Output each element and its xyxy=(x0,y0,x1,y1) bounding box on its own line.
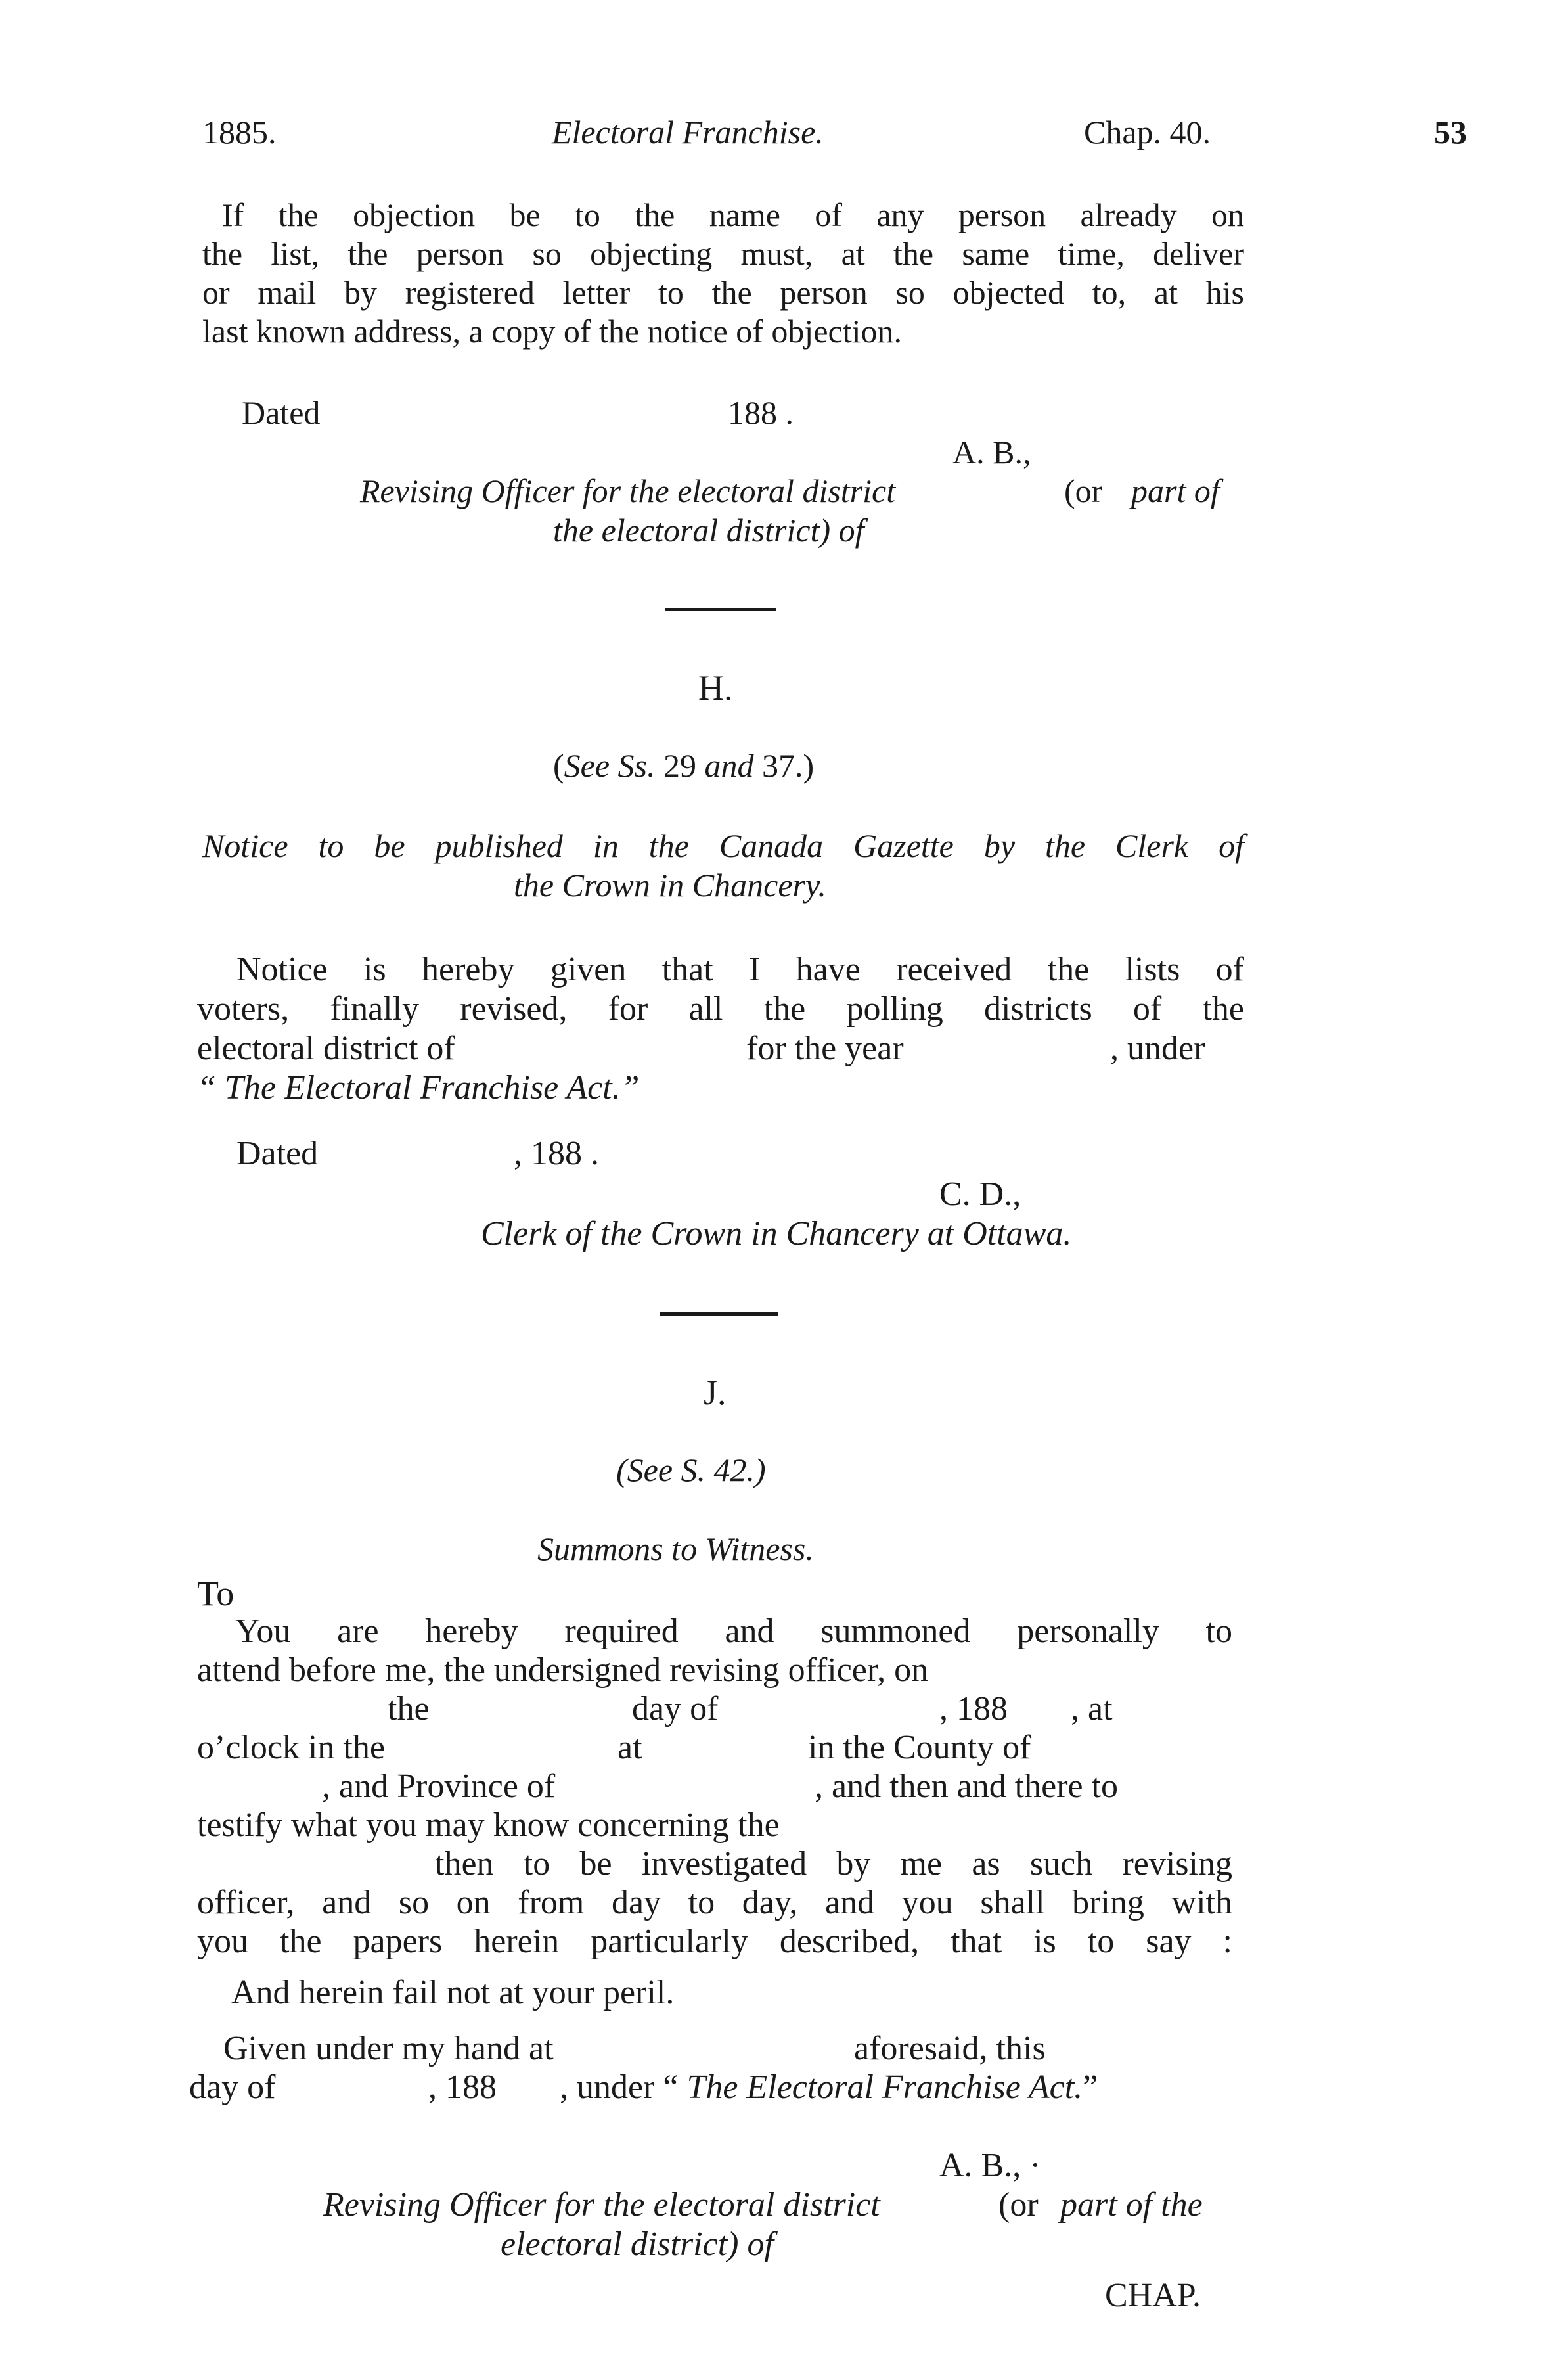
page-number: 53 xyxy=(1434,114,1467,150)
objection-paragraph-line-4: last known address, a copy of the notice of objection. xyxy=(202,313,902,350)
summons-line-12c xyxy=(560,2071,1098,2105)
summons-line-3c: , 188 xyxy=(939,1690,1008,1728)
objection-paragraph-line-3: or mail by registered letter to the person so objected to, at his xyxy=(202,274,1244,311)
dated-year: 188 . xyxy=(728,394,794,431)
header-chapter: Chap. 40. xyxy=(1084,114,1211,150)
summons-line-6: testify what you may know concerning the xyxy=(197,1806,780,1844)
signatory-initials: A. B., xyxy=(952,434,1031,470)
catchword: CHAP. xyxy=(1105,2277,1201,2314)
summons-line-5b: , and then and there to xyxy=(815,1768,1119,1805)
act-name: The Electoral Franchise Act. xyxy=(686,2069,1083,2106)
summons-line-3a: the xyxy=(388,1690,430,1728)
signatory-title-line-1: Revising Officer for the electoral district xyxy=(360,472,896,509)
act-quote-close: ” xyxy=(1083,2069,1098,2106)
signatory-title-or: (or xyxy=(1064,472,1103,509)
form-h-title-line-2: the Crown in Chancery. xyxy=(514,867,826,904)
form-j-signatory-title-b: (or xyxy=(998,2186,1039,2224)
summons-line-4c: in the County of xyxy=(808,1729,1031,1766)
form-h-signatory: C. D., xyxy=(939,1176,1021,1213)
summons-line-12a: day of xyxy=(189,2069,276,2106)
form-h-body-line-3b: for the year xyxy=(746,1030,904,1067)
summons-line-3d: , at xyxy=(1071,1690,1113,1728)
form-j-letter: J. xyxy=(704,1373,727,1412)
form-j-signatory: A. B., · xyxy=(939,2147,1041,2184)
form-h-act-name: “ The Electoral Franchise Act.” xyxy=(197,1069,640,1107)
signatory-title-line-2: the electoral district) of xyxy=(553,512,864,549)
form-j-to-label: To xyxy=(197,1574,235,1613)
form-h-body-line-1: Notice is hereby given that I have received the lists of xyxy=(236,951,1244,988)
form-h-body-line-2: voters, finally revised, for all the polling districts of the xyxy=(197,990,1244,1028)
form-h-see-reference xyxy=(553,749,814,782)
objection-paragraph-line-1: If the objection be to the name of any person already on xyxy=(222,196,1244,233)
summons-line-2: attend before me, the undersigned revising officer, on xyxy=(197,1651,929,1689)
summons-line-7: then to be investigated by me as such revising xyxy=(435,1845,1232,1883)
summons-line-1: You are hereby required and summoned personally to xyxy=(235,1613,1232,1650)
act-quote-open: , under “ xyxy=(560,2069,679,2106)
form-h-signatory-title: Clerk of the Crown in Chancery at Ottawa. xyxy=(481,1215,1072,1252)
summons-line-8: officer, and so on from day to day, and you shall bring with xyxy=(197,1884,1232,1921)
dated-label: Dated xyxy=(242,394,321,431)
see-num-1: 29 xyxy=(663,747,696,784)
section-divider xyxy=(660,1312,778,1316)
form-h-dated-year: , 188 . xyxy=(514,1135,599,1172)
summons-line-10: And herein fail not at your peril. xyxy=(231,1974,675,2011)
summons-line-11a: Given under my hand at xyxy=(223,2030,554,2067)
form-j-title: Summons to Witness. xyxy=(537,1530,814,1567)
see-and: and xyxy=(704,747,754,784)
header-year: 1885. xyxy=(202,114,277,150)
form-j-signatory-title-c: part of the xyxy=(1060,2186,1203,2224)
summons-line-11b: aforesaid, this xyxy=(854,2030,1046,2067)
section-divider xyxy=(665,608,776,611)
summons-line-4b: at xyxy=(617,1729,642,1766)
see-ss: See Ss. xyxy=(564,747,656,784)
form-h-body-line-3c: , under xyxy=(1110,1030,1205,1067)
objection-paragraph-line-2: the list, the person so objecting must, at the same time, deliver xyxy=(202,235,1244,272)
form-h-letter: H. xyxy=(698,668,733,708)
form-j-see-reference: (See S. 42.) xyxy=(616,1452,766,1488)
form-j-signatory-title-a: Revising Officer for the electoral district xyxy=(323,2186,880,2224)
header-title: Electoral Franchise. xyxy=(552,114,824,150)
summons-line-4a: o’clock in the xyxy=(197,1729,385,1766)
form-j-signatory-title-line-2: electoral district) of xyxy=(501,2226,774,2263)
summons-line-9: you the papers herein particularly described, that is to say : xyxy=(197,1923,1232,1960)
signatory-title-part: part of xyxy=(1131,472,1220,509)
summons-line-5a: , and Province of xyxy=(322,1768,556,1805)
form-h-body-line-3a: electoral district of xyxy=(197,1030,455,1067)
see-num-2: 37.) xyxy=(762,747,815,784)
summons-line-12b: , 188 xyxy=(428,2069,497,2106)
form-h-dated-label: Dated xyxy=(236,1135,319,1172)
form-h-title-line-1: Notice to be published in the Canada Gazette by the Clerk of xyxy=(202,827,1244,864)
summons-line-3b: day of xyxy=(632,1690,719,1728)
see-open-paren: ( xyxy=(553,747,564,784)
